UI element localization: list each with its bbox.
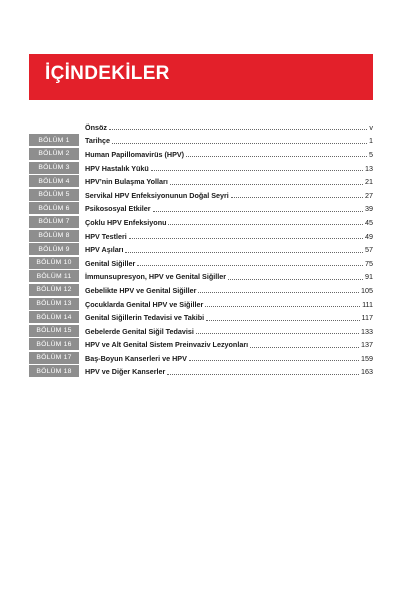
toc-row[interactable] [29, 147, 373, 161]
toc-entry [85, 216, 373, 228]
page-number: 137 [361, 340, 373, 350]
chapter-badge: BÖLÜM 12 [29, 284, 79, 296]
chapter-badge: BÖLÜM 16 [29, 338, 79, 350]
toc-entry [85, 270, 373, 282]
toc-entry [85, 134, 373, 146]
toc-entry [85, 202, 373, 214]
page-number: 27 [365, 190, 373, 200]
chapter-title: HPV Testleri [85, 231, 127, 241]
dot-leader [153, 211, 363, 212]
toc-row[interactable] [29, 215, 373, 229]
chapter-title: HPV ve Diğer Kanserler [85, 367, 166, 377]
toc-row[interactable] [29, 229, 373, 243]
dot-leader [186, 156, 367, 157]
toc-row[interactable] [29, 283, 373, 297]
chapter-title: Tarihçe [85, 136, 111, 146]
chapter-badge: BÖLÜM 18 [29, 365, 79, 377]
dot-leader [170, 184, 363, 185]
toc-row[interactable] [29, 120, 373, 134]
dot-leader [112, 143, 367, 144]
toc-row[interactable] [29, 324, 373, 338]
dot-leader [129, 238, 363, 239]
chapter-badge [29, 121, 79, 133]
toc-entry [85, 257, 373, 269]
page-number: 163 [361, 367, 373, 377]
dot-leader [125, 252, 363, 253]
chapter-badge: BÖLÜM 2 [29, 148, 79, 160]
page-number: 45 [365, 217, 373, 227]
page-number: 39 [365, 204, 373, 214]
dot-leader [206, 320, 359, 321]
page-number: 159 [361, 353, 373, 363]
header-banner [29, 54, 373, 100]
toc-entry [85, 189, 373, 201]
chapter-badge: BÖLÜM 14 [29, 311, 79, 323]
page-number: 91 [365, 272, 373, 282]
chapter-title: Gebelikte HPV ve Genital Siğiller [85, 285, 197, 295]
chapter-title: Genital Siğillerin Tedavisi ve Takibi [85, 313, 205, 323]
page-number: 57 [365, 245, 373, 255]
toc-row[interactable] [29, 351, 373, 365]
toc-entry [85, 325, 373, 337]
chapter-badge: BÖLÜM 17 [29, 352, 79, 364]
toc-row[interactable] [29, 297, 373, 311]
chapter-badge: BÖLÜM 10 [29, 257, 79, 269]
page-number: v [369, 122, 373, 132]
toc-row[interactable] [29, 365, 373, 379]
toc-entry [85, 311, 373, 323]
chapter-badge: BÖLÜM 8 [29, 230, 79, 242]
dot-leader [228, 279, 363, 280]
dot-leader [167, 374, 359, 375]
toc-entry [85, 175, 373, 187]
toc-entry [85, 298, 373, 310]
page-number: 133 [361, 326, 373, 336]
chapter-badge: BÖLÜM 4 [29, 175, 79, 187]
chapter-title: Psikososyal Etkiler [85, 204, 151, 214]
chapter-title: HPV’nin Bulaşma Yolları [85, 177, 168, 187]
chapter-title: Servikal HPV Enfeksiyonunun Doğal Seyri [85, 190, 229, 200]
page-number: 5 [369, 149, 373, 159]
chapter-title: Önsöz [85, 122, 107, 132]
toc-row[interactable] [29, 338, 373, 352]
toc-row[interactable] [29, 242, 373, 256]
chapter-title: Genital Siğiller [85, 258, 136, 268]
page-number: 13 [365, 163, 373, 173]
dot-leader [205, 306, 360, 307]
page-number: 1 [369, 136, 373, 146]
toc-entry [85, 243, 373, 255]
chapter-badge: BÖLÜM 11 [29, 270, 79, 282]
toc-entry [85, 148, 373, 160]
page-number: 117 [361, 313, 373, 323]
dot-leader [151, 170, 363, 171]
chapter-badge: BÖLÜM 7 [29, 216, 79, 228]
chapter-title: HPV Aşıları [85, 245, 124, 255]
toc-row[interactable] [29, 270, 373, 284]
table-of-contents [29, 120, 373, 378]
toc-row[interactable] [29, 256, 373, 270]
dot-leader [109, 129, 367, 130]
toc-row[interactable] [29, 161, 373, 175]
chapter-title: Çocuklarda Genital HPV ve Siğiller [85, 299, 204, 309]
toc-entry [85, 352, 373, 364]
dot-leader [231, 197, 363, 198]
chapter-title: İmmunsupresyon, HPV ve Genital Siğiller [85, 272, 226, 282]
dot-leader [250, 347, 359, 348]
chapter-badge: BÖLÜM 6 [29, 202, 79, 214]
toc-entry [85, 162, 373, 174]
chapter-title: Human Papillomavirüs (HPV) [85, 149, 185, 159]
chapter-badge: BÖLÜM 9 [29, 243, 79, 255]
toc-entry [85, 365, 373, 377]
chapter-badge: BÖLÜM 13 [29, 298, 79, 310]
toc-entry [85, 230, 373, 242]
page-title: İÇİNDEKİLER [45, 63, 170, 84]
toc-row[interactable] [29, 310, 373, 324]
chapter-title: Gebelerde Genital Siğil Tedavisi [85, 326, 194, 336]
toc-row[interactable] [29, 174, 373, 188]
page-number: 75 [365, 258, 373, 268]
dot-leader [189, 360, 359, 361]
dot-leader [168, 224, 363, 225]
chapter-title: HPV Hastalık Yükü [85, 163, 149, 173]
toc-row[interactable] [29, 134, 373, 148]
chapter-badge: BÖLÜM 3 [29, 162, 79, 174]
chapter-title: HPV ve Alt Genital Sistem Preinvaziv Lezyonları [85, 340, 249, 350]
page-number: 105 [361, 285, 373, 295]
toc-row[interactable] [29, 188, 373, 202]
page-number: 49 [365, 231, 373, 241]
toc-entry [85, 121, 373, 133]
toc-entry [85, 284, 373, 296]
toc-entry [85, 338, 373, 350]
page-number: 21 [365, 177, 373, 187]
toc-row[interactable] [29, 202, 373, 216]
dot-leader [198, 292, 359, 293]
chapter-badge: BÖLÜM 5 [29, 189, 79, 201]
page-number: 111 [362, 299, 373, 309]
dot-leader [196, 333, 359, 334]
chapter-title: Baş-Boyun Kanserleri ve HPV [85, 353, 187, 363]
chapter-badge: BÖLÜM 1 [29, 134, 79, 146]
dot-leader [137, 265, 363, 266]
chapter-badge: BÖLÜM 15 [29, 325, 79, 337]
chapter-title: Çoklu HPV Enfeksiyonu [85, 217, 167, 227]
